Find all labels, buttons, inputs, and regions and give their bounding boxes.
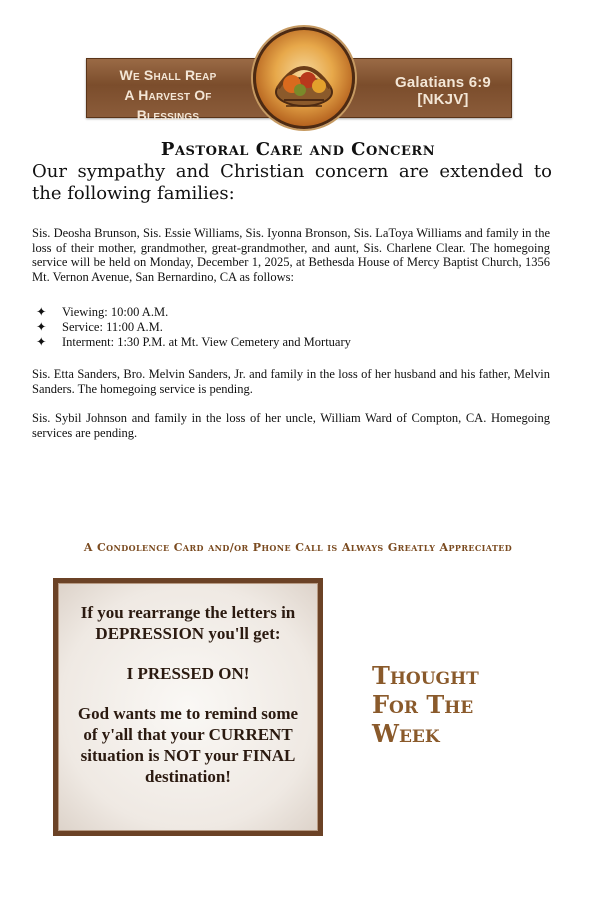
list-item xyxy=(36,335,536,350)
page-title: Pastoral Care and Concern xyxy=(160,139,436,160)
banner-motto-line1: We Shall Reap xyxy=(119,67,217,83)
family-notice-2: Sis. Etta Sanders, Bro. Melvin Sanders, Jr. and family in the loss of her husband and his father, Melvin Sanders. The homegoing service is pending. xyxy=(32,367,550,396)
four-point-star-icon: ✦ xyxy=(36,320,47,334)
quote-line: situation is NOT your FINAL xyxy=(80,746,296,765)
thought-line: Thought xyxy=(372,661,479,690)
service-time: Service: 11:00 A.M. xyxy=(62,320,163,334)
service-schedule xyxy=(36,305,536,350)
family-notice-1: Sis. Deosha Brunson, Sis. Essie Williams, Sis. Iyonna Bronson, Sis. LaToya Williams and family in the loss of their mother, grandmother, great-grandmother, and aunt, Sis. Charlene Clear. The homegoing service will be held on Monday, December 1, 2025, at Bethesda House of Mercy Baptist Church, 1356 Mt. Vernon Avenue, San Bernardino, CA as follows: xyxy=(32,226,550,284)
intro-text: Our sympathy and Christian concern are extended to the following families: xyxy=(32,161,552,204)
quote-line: If you rearrange the letters in xyxy=(80,603,296,622)
family-notice-3: Sis. Sybil Johnson and family in the loss of her uncle, William Ward of Compton, CA. Homegoing services are pending. xyxy=(32,411,550,440)
four-point-star-icon: ✦ xyxy=(36,305,47,319)
thought-line: Week xyxy=(372,719,440,748)
list-item xyxy=(36,305,536,320)
quote-line: of y'all that your CURRENT xyxy=(83,725,293,744)
quote-line: destination! xyxy=(145,767,231,786)
quote-card-content xyxy=(58,583,318,831)
four-point-star-icon: ✦ xyxy=(36,335,47,349)
banner-motto xyxy=(93,65,243,125)
banner-motto-line2: A Harvest Of Blessings xyxy=(124,87,212,123)
banner-scripture: Galatians 6:9 [NKJV] xyxy=(395,74,491,108)
service-interment: Interment: 1:30 P.M. at Mt. View Cemetery and Mortuary xyxy=(62,335,351,349)
thought-line: For The xyxy=(372,690,474,719)
quote-line: DEPRESSION you'll get: xyxy=(95,624,281,643)
spacer xyxy=(59,644,317,663)
list-item xyxy=(36,320,536,335)
quote-card xyxy=(53,578,323,836)
service-viewing: Viewing: 10:00 A.M. xyxy=(62,305,169,319)
condolence-note: A Condolence Card and/or Phone Call is Always Greatly Appreciated xyxy=(83,541,513,554)
thought-for-the-week xyxy=(372,661,542,748)
harvest-basket-icon xyxy=(253,27,355,129)
quote-line: I PRESSED ON! xyxy=(126,664,250,683)
quote-line: God wants me to remind some xyxy=(77,704,299,723)
spacer xyxy=(59,684,317,703)
